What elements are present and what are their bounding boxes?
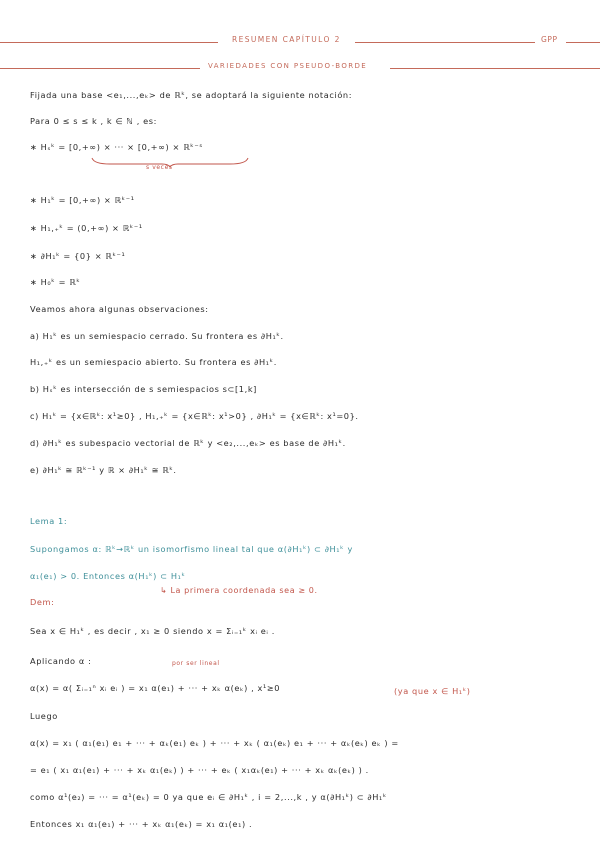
note-line-l16: Supongamos α: ℝᵏ→ℝᵏ un isomorfismo lineal tal que α(∂H₁ᵏ) ⊂ ∂H₁ᵏ y (30, 544, 353, 554)
header-subtitle: VARIEDADES CON PSEUDO-BORDE (208, 62, 368, 70)
s-veces-label: s veces (146, 164, 173, 171)
note-line-l10: H₁,₊ᵏ es un semiespacio abierto. Su frontera es ∂H₁ᵏ. (30, 357, 277, 367)
note-line-l7: ∗ H₀ᵏ = ℝᵏ (30, 277, 81, 287)
note-line-l2: Para 0 ≤ s ≤ k , k ∈ ℕ , es: (30, 116, 158, 126)
header-rule-middle (355, 42, 535, 43)
note-line-l24: = e₁ ( x₁ α₁(e₁) + ··· + xₖ α₁(eₖ) ) + ··· + eₖ ( x₁αₖ(e₁) + ··· + xₖ αₖ(eₖ) ) . (30, 765, 369, 775)
ya-que-note: (ya que x ∈ H₁ᵏ) (394, 686, 471, 696)
header-rule-left (0, 42, 218, 43)
primera-coordenada-note: ↳ La primera coordenada sea ≥ 0. (160, 586, 318, 595)
note-line-l21: α(x) = α( Σᵢ₌₁ⁿ xᵢ eᵢ ) = x₁ α(e₁) + ··· + xₖ α(eₖ) , x¹≥0 (30, 683, 281, 693)
note-line-l11: b) Hₛᵏ es intersección de s semiespacios s⊂[1,k] (30, 384, 257, 394)
subtitle-rule-right (390, 68, 600, 69)
note-line-l26: Entonces x₁ α₁(e₁) + ··· + xₖ α₁(eₖ) = x₁ α₁(e₁) . (30, 819, 253, 829)
note-line-l8: Veamos ahora algunas observaciones: (30, 304, 209, 314)
note-line-l9: a) H₁ᵏ es un semiespacio cerrado. Su frontera es ∂H₁ᵏ. (30, 331, 284, 341)
header-title: RESUMEN CAPÍTULO 2 (232, 35, 341, 44)
note-line-l1: Fijada una base <e₁,...,eₖ> de ℝᵏ, se adoptará la siguiente notación: (30, 90, 353, 100)
note-line-l19: Sea x ∈ H₁ᵏ , es decir , x₁ ≥ 0 siendo x = Σᵢ₌₁ᵏ xᵢ eᵢ . (30, 626, 275, 636)
note-line-l18: Dem: (30, 597, 55, 607)
note-line-l22: Luego (30, 711, 58, 721)
note-line-l5: ∗ H₁,₊ᵏ = (0,+∞) × ℝᵏ⁻¹ (30, 223, 143, 233)
note-line-l13: d) ∂H₁ᵏ es subespacio vectorial de ℝᵏ y <e₂,...,eₖ> es base de ∂H₁ᵏ. (30, 438, 346, 448)
note-line-l12: c) H₁ᵏ = {x∈ℝᵏ: x¹≥0} , H₁,₊ᵏ = {x∈ℝᵏ: x¹>0} , ∂H₁ᵏ = {x∈ℝᵏ: x¹=0}. (30, 411, 359, 421)
por-ser-lineal-note: por ser lineal (172, 660, 220, 667)
note-line-l15: Lema 1: (30, 516, 68, 526)
note-line-l4: ∗ H₁ᵏ = [0,+∞) × ℝᵏ⁻¹ (30, 195, 135, 205)
header-initials: GPP (541, 35, 558, 44)
note-line-l17: α₁(e₁) > 0. Entonces α(H₁ᵏ) ⊂ H₁ᵏ (30, 571, 186, 581)
note-line-l25: como α¹(e₂) = ··· = α¹(eₖ) = 0 ya que eᵢ ∈ ∂H₁ᵏ , i = 2,...,k , y α(∂H₁ᵏ) ⊂ ∂H₁ᵏ (30, 792, 387, 802)
note-line-l23: α(x) = x₁ ( α₁(e₁) e₁ + ··· + αₖ(e₁) eₖ ) + ··· + xₖ ( α₁(eₖ) e₁ + ··· + αₖ(eₖ) eₖ ) = (30, 738, 399, 748)
subtitle-rule-left (0, 68, 200, 69)
note-line-l20: Aplicando α : (30, 656, 92, 666)
note-line-l3: ∗ Hₛᵏ = [0,+∞) × ··· × [0,+∞) × ℝᵏ⁻ˢ (30, 142, 203, 152)
note-line-l14: e) ∂H₁ᵏ ≅ ℝᵏ⁻¹ y ℝ × ∂H₁ᵏ ≅ ℝᵏ. (30, 465, 177, 475)
header-rule-right (566, 42, 600, 43)
note-line-l6: ∗ ∂H₁ᵏ = {0} × ℝᵏ⁻¹ (30, 251, 126, 261)
